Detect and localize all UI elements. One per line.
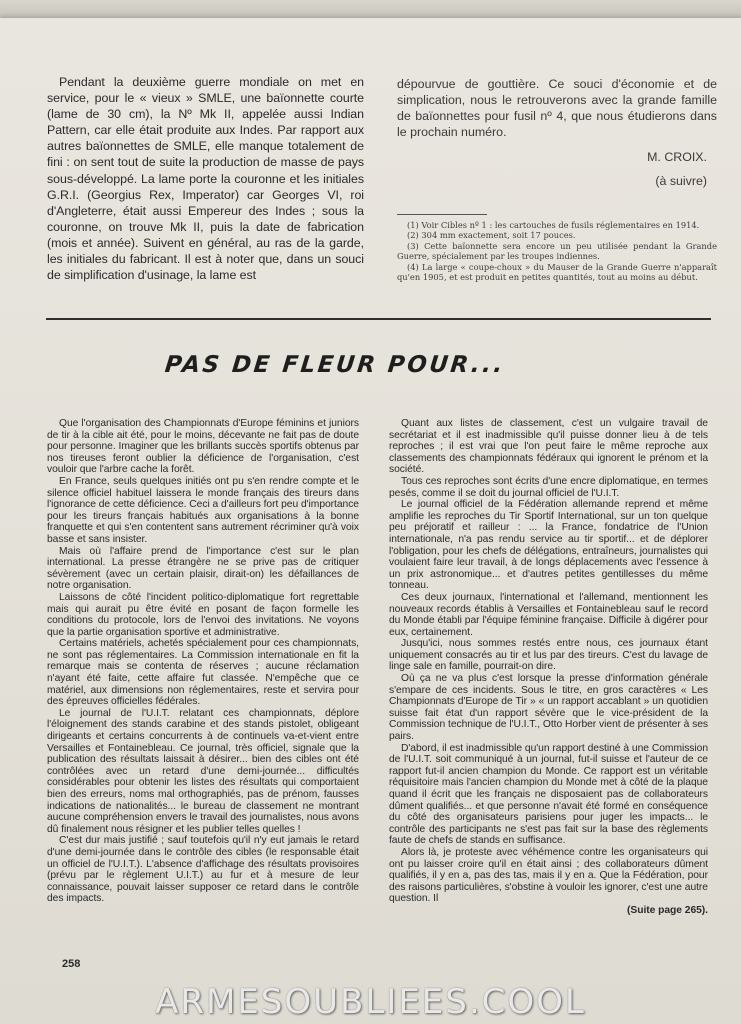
paragraph: Que l'organisation des Championnats d'Europe féminins et juniors de tir à la cible ait été, pour le moins, décevante ne fait pas de doute pour personne. Imaginer que les brillants succès sportifs obtenus par nos tireuses feront oublier la déficience de l'organisation, c'est vouloir que l'arbre cache la forêt. [47, 418, 359, 476]
paragraph: En France, seuls quelques initiés ont pu s'en rendre compte et le silence officiel habituel laissera le monde français des tireurs dans l'ignorance de cette déficience. Ceci a d'ailleurs fort peu d'importance pour les tireurs français habitués aux organisations à la bonne franquette et qui s'en contentent sans autrement récriminer qu'à voix basse et sans insister. [47, 475, 359, 545]
paragraph: Où ça ne va plus c'est lorsque la presse d'information générale s'empare de ces incidents. Sous le titre, en gros caractères « Les Championnats d'Europe de Tir » « un rapport accablant » un quotidien suisse fait état d'un rapport sévère que le vice-président de la Commission technique de l'U.I.T., Otto Horber vient de présenter à ses pairs. [389, 673, 708, 743]
page-number: 258 [62, 958, 81, 970]
paragraph: Tous ces reproches sont écrits d'une encre diplomatique, en termes pesés, comme il se doit du journal officiel de l'U.I.T. [389, 475, 708, 499]
paragraph: Le journal officiel de la Fédération allemande reprend et même amplifie les reproches du Tir Sportif International, sur un ton quelque peu préjoratif et railleur : ... la France, fondatrice de l'Union internationale, n'a pas rendu service au tir sportif... et de déplorer l'obligation, pour les chefs de délégations, entraîneurs, journalistes qui voulaient faire leur travail, à de longs déplacements avec l'essence à un prix astronomique... et d'autres petites gentillesses du même tonneau. [389, 499, 708, 592]
footnote-3: (3) Cette baïonnette sera encore un peu utilisée pendant la Grande Guerre, spécialement par les troupes indiennes. [397, 240, 717, 262]
upper-article-right-paragraph: dépourvue de gouttière. Ce souci d'économie et de simplication, nous le retrouverons avec la grande famille de baïonnettes pour fusil nº 4, que nous étudierons dans le prochain numéro. [397, 77, 717, 140]
footnote-separator [397, 214, 487, 215]
paragraph: Mais où l'affaire prend de l'importance c'est sur le plan international. La presse étrangère ne se prive pas de critiquer sévèrement (avec un certain plaisir, dirait-on) les défaillances de notre organisation. [47, 545, 359, 592]
footnotes [397, 220, 717, 282]
footnote-4: (4) La large « coupe-choux » du Mauser de la Grande Guerre n'apparaît qu'en 1905, et est produit en petites quantités, tout au moins au début. [397, 261, 717, 283]
paragraph: Certains matériels, achetés spécialement pour ces championnats, ne sont pas réglementaires. La Commission internationale en fit la remarque mais se contenta de réserves ; aucune réclamation n'ayant été faite, cette affaire fut classée. N'empêche que ce matériel, aux dimensions non réglementaires, reste et servira pour des épreuves officielles fédérales. [47, 638, 359, 708]
upper-article-left-column [47, 74, 364, 283]
upper-article-right-column [397, 76, 717, 190]
paragraph: Jusqu'ici, nous sommes restés entre nous, ces journaux étant uniquement consacrés au tir et lus par des tireurs. C'est du lavage de linge sale en famille, pourrait-on dire. [389, 638, 708, 673]
paragraph: Quant aux listes de classement, c'est un vulgaire travail de secrétariat et il est inadmissible qu'il puisse donner lieu à de tels reproches ; il est vrai que l'on peut faire le même reproche aux classements des championnats fédéraux qui ignorent le prénom et la société. [389, 418, 708, 476]
paragraph: Laissons de côté l'incident politico-diplomatique fort regrettable mais qui aurait pu être évité en posant de façon formelle les conditions du protocole, lors de l'envoi des invitations. Ne voyons que la partie organisation sportive et administrative. [47, 591, 359, 638]
paragraph: Ces deux journaux, l'international et l'allemand, mentionnent les nouveaux records établis à Versailles et Fontainebleau sauf le record du Monde établi par l'équipe féminine française. Difficile à digérer pour eux, certainement. [389, 591, 708, 638]
upper-article-left-paragraph: Pendant la deuxième guerre mondiale on met en service, pour le « vieux » SMLE, une baïonnette courte (lame de 30 cm), la Nº Mk II, appelée aussi Indian Pattern, car elle était produite aux Indes. Par rapport aux autres baïonnettes de SMLE, elle manque totalement de fini : on sent tout de suite la production de masse de pays sous-développé. La lame porte la couronne et les initiales G.R.I. (Georgius Rex, Imperator) car Georges VI, roi d'Angleterre, était aussi Empereur des Indes ; sous la couronne, on trouve Mk II, puis la date de fabrication (mois et année). Suivent en général, au ras de la garde, les initiales du fabricant. Il est à noter que, dans un souci de simplification d'usinage, la lame est [47, 75, 364, 283]
author-signature: M. CROIX. [647, 150, 707, 165]
continued-on-page-note: (Suite page 265). [627, 904, 708, 916]
section-divider [46, 318, 711, 320]
to-be-continued-note: (à suivre) [655, 174, 707, 189]
paragraph: D'abord, il est inadmissible qu'un rapport destiné à une Commission de l'U.I.T. soit communiqué à un journal, fut-il suisse et l'auteur de ce rapport fut-il ancien champion du Monde. Ce rapport est un véritable réquisitoire mais l'ancien champion du Monde met à côté de la plaque quand il écrit que les français ne disposaient pas de collaborateurs dûment qualifiés... et que personne n'avait été formé en conséquence du côté des organisateurs parisiens pour juger les impacts... le contrôle des participants ne s'est pas fait sur la base des règlements faute de chefs de stands en suffisance. [389, 742, 708, 847]
site-watermark: ARMESOUBLIEES.COOL [155, 982, 586, 1022]
paragraph: Alors là, je proteste avec véhémence contre les organisateurs qui ont pu laisser croire qu'il en était ainsi ; des collaborateurs dûment qualifiés, il y en a, pas des tas, mais il y en a. Que la Fédération, pour des raisons particulières, s'obstine à vouloir les ignorer, c'est une autre question. Il [389, 846, 708, 905]
main-article-left-column [47, 418, 359, 905]
footnote-2: (2) 304 mm exactement, soit 17 pouces. [407, 230, 576, 241]
main-article-right-column [389, 418, 708, 917]
paragraph: C'est dur mais justifié ; sauf toutefois qu'il n'y eut jamais le retard d'une demi-journée dans le contrôle des cibles (le responsable était un officiel de l'U.I.T.). L'absence d'affichage des résultats provisoires (prévu par le règlement U.I.T.) au fur et à mesure de leur connaissance, pouvait laisser supposer ce retard dans le contrôle des impacts. [47, 835, 359, 905]
paragraph: Le journal de l'U.I.T. relatant ces championnats, déplore l'éloignement des stands carabine et des stands pistolet, obligeant dirigeants et certains concurrents à de continuels va-et-vient entre Versailles et Fontainebleau. Ce journal, très officiel, signale que la publication des résultats laissait à désirer... bien des cibles ont été contrôlées avec un retard d'une demi-journée... difficultés considérables pour obtenir les listes des résultats qui comportaient bien des erreurs, noms mal orthographiés, pas de prénom, fausses indications de nationalités... le bureau de classement ne montrant aucune compréhension envers le travail des journalistes, nous avons dû finalement nous résigner et les publier telles quelles ! [47, 707, 359, 835]
article-headline: PAS DE FLEUR POUR... [163, 352, 507, 378]
footnote-1: (1) Voir Cibles nº 1 : les cartouches de fusils réglementaires en 1914. [407, 220, 700, 230]
